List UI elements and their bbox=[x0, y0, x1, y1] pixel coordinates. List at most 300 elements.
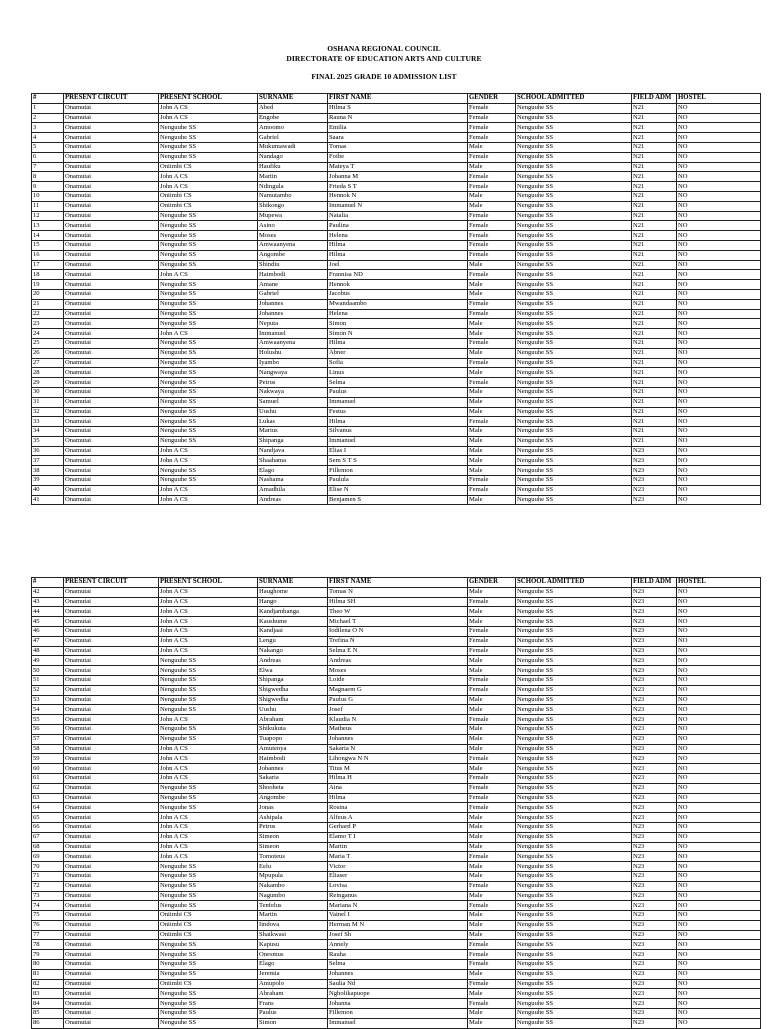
row-number: 54 bbox=[32, 705, 64, 715]
col-present-school: PRESENT SCHOOL bbox=[159, 94, 258, 104]
field-adm-cell: N21 bbox=[632, 152, 677, 162]
row-number: 3 bbox=[32, 123, 64, 133]
present-school-cell: Nenguuhe SS bbox=[159, 734, 258, 744]
first-name-cell: Matheus bbox=[328, 724, 468, 734]
row-number: 38 bbox=[32, 466, 64, 476]
school-admitted-cell: Nenguuhe SS bbox=[516, 368, 632, 378]
gender-cell: Female bbox=[468, 309, 516, 319]
present-school-cell: Nenguuhe SS bbox=[159, 378, 258, 388]
present-circuit-cell: Onamutai bbox=[64, 960, 159, 970]
surname-cell: Petrus bbox=[258, 378, 328, 388]
row-number: 20 bbox=[32, 289, 64, 299]
present-circuit-cell: Onamutai bbox=[64, 123, 159, 133]
hostel-cell: NO bbox=[677, 920, 761, 930]
hostel-cell: NO bbox=[677, 626, 761, 636]
table-row bbox=[32, 1018, 761, 1028]
field-adm-cell: N21 bbox=[632, 378, 677, 388]
field-adm-cell: N23 bbox=[632, 881, 677, 891]
hostel-cell: NO bbox=[677, 636, 761, 646]
hostel-cell: NO bbox=[677, 999, 761, 1009]
gender-cell: Male bbox=[468, 446, 516, 456]
school-admitted-cell: Nenguuhe SS bbox=[516, 191, 632, 201]
present-circuit-cell: Onamutai bbox=[64, 309, 159, 319]
present-circuit-cell: Onamutai bbox=[64, 162, 159, 172]
hostel-cell: NO bbox=[677, 675, 761, 685]
table-row bbox=[32, 871, 761, 881]
hostel-cell: NO bbox=[677, 705, 761, 715]
present-school-cell: Nenguuhe SS bbox=[159, 793, 258, 803]
gender-cell: Male bbox=[468, 891, 516, 901]
row-number: 71 bbox=[32, 871, 64, 881]
present-school-cell: John A CS bbox=[159, 754, 258, 764]
first-name-cell: Johannes bbox=[328, 734, 468, 744]
surname-cell: Namutambo bbox=[258, 191, 328, 201]
gender-cell: Male bbox=[468, 348, 516, 358]
hostel-cell: NO bbox=[677, 989, 761, 999]
hostel-cell: NO bbox=[677, 446, 761, 456]
gender-cell: Male bbox=[468, 1018, 516, 1028]
first-name-cell: Hilma bbox=[328, 793, 468, 803]
row-number: 37 bbox=[32, 456, 64, 466]
school-admitted-cell: Nenguuhe SS bbox=[516, 862, 632, 872]
surname-cell: Kandjambanga bbox=[258, 607, 328, 617]
table-row bbox=[32, 901, 761, 911]
school-admitted-cell: Nenguuhe SS bbox=[516, 715, 632, 725]
present-school-cell: Nenguuhe SS bbox=[159, 476, 258, 486]
first-name-cell: Jacobus bbox=[328, 289, 468, 299]
present-school-cell: John A CS bbox=[159, 813, 258, 823]
field-adm-cell: N23 bbox=[632, 705, 677, 715]
present-circuit-cell: Onamutai bbox=[64, 617, 159, 627]
field-adm-cell: N21 bbox=[632, 191, 677, 201]
gender-cell: Female bbox=[468, 685, 516, 695]
table-row bbox=[32, 417, 761, 427]
row-number: 8 bbox=[32, 172, 64, 182]
present-circuit-cell: Onamutai bbox=[64, 764, 159, 774]
surname-cell: Simeon bbox=[258, 842, 328, 852]
field-adm-cell: N21 bbox=[632, 211, 677, 221]
present-circuit-cell: Onamutai bbox=[64, 495, 159, 505]
gender-cell: Male bbox=[468, 427, 516, 437]
surname-cell: Petrus bbox=[258, 822, 328, 832]
school-admitted-cell: Nenguuhe SS bbox=[516, 162, 632, 172]
school-admitted-cell: Nenguuhe SS bbox=[516, 793, 632, 803]
table-row bbox=[32, 666, 761, 676]
present-circuit-cell: Onamutai bbox=[64, 299, 159, 309]
gender-cell: Female bbox=[468, 803, 516, 813]
present-school-cell: Nenguuhe SS bbox=[159, 250, 258, 260]
first-name-cell: Paulus G bbox=[328, 695, 468, 705]
row-number: 69 bbox=[32, 852, 64, 862]
field-adm-cell: N23 bbox=[632, 656, 677, 666]
surname-cell: Angombe bbox=[258, 250, 328, 260]
field-adm-cell: N23 bbox=[632, 999, 677, 1009]
present-circuit-cell: Onamutai bbox=[64, 319, 159, 329]
school-admitted-cell: Nenguuhe SS bbox=[516, 338, 632, 348]
present-school-cell: Nenguuhe SS bbox=[159, 407, 258, 417]
field-adm-cell: N23 bbox=[632, 587, 677, 597]
gender-cell: Female bbox=[468, 378, 516, 388]
admission-table-page-2 bbox=[31, 577, 761, 1029]
hostel-cell: NO bbox=[677, 646, 761, 656]
present-school-cell: Oniimbi CS bbox=[159, 162, 258, 172]
school-admitted-cell: Nenguuhe SS bbox=[516, 842, 632, 852]
present-school-cell: Nenguuhe SS bbox=[159, 436, 258, 446]
row-number: 18 bbox=[32, 270, 64, 280]
surname-cell: Johannes bbox=[258, 764, 328, 774]
gender-cell: Female bbox=[468, 152, 516, 162]
surname-cell: Nandjava bbox=[258, 446, 328, 456]
first-name-cell: Elise N bbox=[328, 485, 468, 495]
hostel-cell: NO bbox=[677, 724, 761, 734]
table-row bbox=[32, 754, 761, 764]
row-number: 51 bbox=[32, 675, 64, 685]
present-school-cell: Nenguuhe SS bbox=[159, 152, 258, 162]
gender-cell: Male bbox=[468, 329, 516, 339]
first-name-cell: Abner bbox=[328, 348, 468, 358]
field-adm-cell: N23 bbox=[632, 803, 677, 813]
gender-cell: Male bbox=[468, 456, 516, 466]
present-school-cell: Nenguuhe SS bbox=[159, 862, 258, 872]
school-admitted-cell: Nenguuhe SS bbox=[516, 319, 632, 329]
present-circuit-cell: Onamutai bbox=[64, 250, 159, 260]
field-adm-cell: N23 bbox=[632, 754, 677, 764]
present-circuit-cell: Onamutai bbox=[64, 587, 159, 597]
table-row bbox=[32, 675, 761, 685]
hostel-cell: NO bbox=[677, 270, 761, 280]
table-row bbox=[32, 822, 761, 832]
table-row bbox=[32, 656, 761, 666]
surname-cell: Samuel bbox=[258, 397, 328, 407]
table-row bbox=[32, 407, 761, 417]
school-admitted-cell: Nenguuhe SS bbox=[516, 436, 632, 446]
first-name-cell: Silvanus bbox=[328, 427, 468, 437]
hostel-cell: NO bbox=[677, 754, 761, 764]
present-circuit-cell: Onamutai bbox=[64, 842, 159, 852]
hostel-cell: NO bbox=[677, 309, 761, 319]
first-name-cell: Reinganus bbox=[328, 891, 468, 901]
row-number: 13 bbox=[32, 221, 64, 231]
gender-cell: Female bbox=[468, 211, 516, 221]
school-admitted-cell: Nenguuhe SS bbox=[516, 201, 632, 211]
hostel-cell: NO bbox=[677, 191, 761, 201]
row-number: 48 bbox=[32, 646, 64, 656]
hostel-cell: NO bbox=[677, 152, 761, 162]
present-circuit-cell: Onamutai bbox=[64, 201, 159, 211]
surname-cell: Nandago bbox=[258, 152, 328, 162]
row-number: 72 bbox=[32, 881, 64, 891]
table-row bbox=[32, 485, 761, 495]
gender-cell: Male bbox=[468, 191, 516, 201]
table-row bbox=[32, 221, 761, 231]
present-circuit-cell: Onamutai bbox=[64, 378, 159, 388]
field-adm-cell: N23 bbox=[632, 813, 677, 823]
surname-cell: Amutenya bbox=[258, 744, 328, 754]
field-adm-cell: N21 bbox=[632, 113, 677, 123]
present-school-cell: John A CS bbox=[159, 456, 258, 466]
present-circuit-cell: Onamutai bbox=[64, 881, 159, 891]
first-name-cell: Selma bbox=[328, 960, 468, 970]
first-name-cell: Festus bbox=[328, 407, 468, 417]
present-school-cell: John A CS bbox=[159, 495, 258, 505]
first-name-cell: Ngholikapuope bbox=[328, 989, 468, 999]
hostel-cell: NO bbox=[677, 793, 761, 803]
field-adm-cell: N21 bbox=[632, 407, 677, 417]
present-school-cell: Nenguuhe SS bbox=[159, 1018, 258, 1028]
row-number: 61 bbox=[32, 773, 64, 783]
table-row bbox=[32, 636, 761, 646]
first-name-cell: Klaudia N bbox=[328, 715, 468, 725]
present-circuit-cell: Onamutai bbox=[64, 270, 159, 280]
hostel-cell: NO bbox=[677, 666, 761, 676]
present-school-cell: Nenguuhe SS bbox=[159, 871, 258, 881]
gender-cell: Female bbox=[468, 172, 516, 182]
gender-cell: Female bbox=[468, 113, 516, 123]
present-school-cell: John A CS bbox=[159, 103, 258, 113]
first-name-cell: Saara bbox=[328, 133, 468, 143]
first-name-cell: Rauna N bbox=[328, 113, 468, 123]
table-row bbox=[32, 329, 761, 339]
table-row bbox=[32, 969, 761, 979]
first-name-cell: Hennok bbox=[328, 280, 468, 290]
present-circuit-cell: Onamutai bbox=[64, 231, 159, 241]
surname-cell: Amupolo bbox=[258, 979, 328, 989]
hostel-cell: NO bbox=[677, 329, 761, 339]
present-circuit-cell: Onamutai bbox=[64, 832, 159, 842]
table-row bbox=[32, 793, 761, 803]
school-admitted-cell: Nenguuhe SS bbox=[516, 221, 632, 231]
field-adm-cell: N23 bbox=[632, 930, 677, 940]
row-number: 81 bbox=[32, 969, 64, 979]
hostel-cell: NO bbox=[677, 485, 761, 495]
surname-cell: Holushu bbox=[258, 348, 328, 358]
surname-cell: Paulus bbox=[258, 1009, 328, 1019]
present-circuit-cell: Onamutai bbox=[64, 783, 159, 793]
present-school-cell: Nenguuhe SS bbox=[159, 240, 258, 250]
row-number: 80 bbox=[32, 960, 64, 970]
present-circuit-cell: Onamutai bbox=[64, 950, 159, 960]
surname-cell: Gabriel bbox=[258, 133, 328, 143]
present-school-cell: John A CS bbox=[159, 607, 258, 617]
field-adm-cell: N21 bbox=[632, 348, 677, 358]
table-row bbox=[32, 626, 761, 636]
present-circuit-cell: Onamutai bbox=[64, 626, 159, 636]
surname-cell: Ashipala bbox=[258, 813, 328, 823]
present-circuit-cell: Onamutai bbox=[64, 920, 159, 930]
hostel-cell: NO bbox=[677, 695, 761, 705]
field-adm-cell: N21 bbox=[632, 397, 677, 407]
first-name-cell: Michael T bbox=[328, 617, 468, 627]
present-school-cell: Nenguuhe SS bbox=[159, 299, 258, 309]
field-adm-cell: N23 bbox=[632, 911, 677, 921]
first-name-cell: Martin bbox=[328, 842, 468, 852]
gender-cell: Female bbox=[468, 299, 516, 309]
field-adm-cell: N23 bbox=[632, 715, 677, 725]
hostel-cell: NO bbox=[677, 822, 761, 832]
gender-cell: Male bbox=[468, 387, 516, 397]
hostel-cell: NO bbox=[677, 773, 761, 783]
school-admitted-cell: Nenguuhe SS bbox=[516, 734, 632, 744]
table-row bbox=[32, 705, 761, 715]
surname-cell: Shipanga bbox=[258, 675, 328, 685]
school-admitted-cell: Nenguuhe SS bbox=[516, 822, 632, 832]
present-circuit-cell: Onamutai bbox=[64, 754, 159, 764]
gender-cell: Male bbox=[468, 822, 516, 832]
field-adm-cell: N23 bbox=[632, 607, 677, 617]
present-circuit-cell: Onamutai bbox=[64, 969, 159, 979]
present-circuit-cell: Onamutai bbox=[64, 260, 159, 270]
col-hostel: HOSTEL bbox=[677, 578, 761, 588]
field-adm-cell: N21 bbox=[632, 358, 677, 368]
field-adm-cell: N23 bbox=[632, 466, 677, 476]
school-admitted-cell: Nenguuhe SS bbox=[516, 358, 632, 368]
gender-cell: Female bbox=[468, 476, 516, 486]
row-number: 4 bbox=[32, 133, 64, 143]
present-school-cell: John A CS bbox=[159, 773, 258, 783]
surname-cell: Moses bbox=[258, 231, 328, 241]
table-row bbox=[32, 446, 761, 456]
row-number: 45 bbox=[32, 617, 64, 627]
surname-cell: Uushu bbox=[258, 705, 328, 715]
gender-cell: Female bbox=[468, 960, 516, 970]
table-row bbox=[32, 852, 761, 862]
gender-cell: Male bbox=[468, 862, 516, 872]
present-school-cell: Nenguuhe SS bbox=[159, 123, 258, 133]
surname-cell: Shigwedha bbox=[258, 695, 328, 705]
gender-cell: Male bbox=[468, 920, 516, 930]
field-adm-cell: N21 bbox=[632, 201, 677, 211]
present-circuit-cell: Onamutai bbox=[64, 999, 159, 1009]
row-number: 46 bbox=[32, 626, 64, 636]
field-adm-cell: N23 bbox=[632, 989, 677, 999]
first-name-cell: Rosina bbox=[328, 803, 468, 813]
col-school-admitted: SCHOOL ADMITTED bbox=[516, 94, 632, 104]
row-number: 2 bbox=[32, 113, 64, 123]
table-row bbox=[32, 715, 761, 725]
field-adm-cell: N23 bbox=[632, 1018, 677, 1028]
present-circuit-cell: Onamutai bbox=[64, 358, 159, 368]
surname-cell: Andreas bbox=[258, 656, 328, 666]
header-row bbox=[32, 94, 761, 104]
first-name-cell: Andreas bbox=[328, 656, 468, 666]
field-adm-cell: N21 bbox=[632, 103, 677, 113]
school-admitted-cell: Nenguuhe SS bbox=[516, 476, 632, 486]
field-adm-cell: N21 bbox=[632, 289, 677, 299]
present-school-cell: John A CS bbox=[159, 852, 258, 862]
school-admitted-cell: Nenguuhe SS bbox=[516, 182, 632, 192]
gender-cell: Male bbox=[468, 911, 516, 921]
present-circuit-cell: Onamutai bbox=[64, 911, 159, 921]
row-number: 30 bbox=[32, 387, 64, 397]
table-row bbox=[32, 891, 761, 901]
present-circuit-cell: Onamutai bbox=[64, 338, 159, 348]
table-row bbox=[32, 764, 761, 774]
surname-cell: Nagumbo bbox=[258, 891, 328, 901]
school-admitted-cell: Nenguuhe SS bbox=[516, 348, 632, 358]
row-number: 36 bbox=[32, 446, 64, 456]
hostel-cell: NO bbox=[677, 495, 761, 505]
row-number: 82 bbox=[32, 979, 64, 989]
school-admitted-cell: Nenguuhe SS bbox=[516, 113, 632, 123]
field-adm-cell: N23 bbox=[632, 842, 677, 852]
surname-cell: Iyambo bbox=[258, 358, 328, 368]
col-surname: SURNAME bbox=[258, 578, 328, 588]
hostel-cell: NO bbox=[677, 881, 761, 891]
school-admitted-cell: Nenguuhe SS bbox=[516, 617, 632, 627]
school-admitted-cell: Nenguuhe SS bbox=[516, 1018, 632, 1028]
surname-cell: Abed bbox=[258, 103, 328, 113]
surname-cell: Mupewa bbox=[258, 211, 328, 221]
present-school-cell: Nenguuhe SS bbox=[159, 666, 258, 676]
council-title: OSHANA REGIONAL COUNCIL bbox=[327, 44, 441, 53]
present-school-cell: John A CS bbox=[159, 587, 258, 597]
gender-cell: Female bbox=[468, 240, 516, 250]
field-adm-cell: N23 bbox=[632, 764, 677, 774]
present-school-cell: Nenguuhe SS bbox=[159, 969, 258, 979]
present-school-cell: Nenguuhe SS bbox=[159, 348, 258, 358]
first-name-cell: Hilma bbox=[328, 250, 468, 260]
table-row bbox=[32, 436, 761, 446]
surname-cell: Amane bbox=[258, 280, 328, 290]
present-circuit-cell: Onamutai bbox=[64, 901, 159, 911]
surname-cell: Shindiu bbox=[258, 260, 328, 270]
field-adm-cell: N23 bbox=[632, 617, 677, 627]
gender-cell: Male bbox=[468, 705, 516, 715]
present-school-cell: John A CS bbox=[159, 113, 258, 123]
field-adm-cell: N21 bbox=[632, 299, 677, 309]
col-surname: SURNAME bbox=[258, 94, 328, 104]
gender-cell: Male bbox=[468, 142, 516, 152]
present-circuit-cell: Onamutai bbox=[64, 891, 159, 901]
hostel-cell: NO bbox=[677, 133, 761, 143]
present-circuit-cell: Onamutai bbox=[64, 387, 159, 397]
present-school-cell: Nenguuhe SS bbox=[159, 783, 258, 793]
present-school-cell: Oniimbi CS bbox=[159, 979, 258, 989]
field-adm-cell: N21 bbox=[632, 162, 677, 172]
hostel-cell: NO bbox=[677, 1018, 761, 1028]
present-circuit-cell: Onamutai bbox=[64, 485, 159, 495]
table-row bbox=[32, 862, 761, 872]
row-number: 62 bbox=[32, 783, 64, 793]
school-admitted-cell: Nenguuhe SS bbox=[516, 813, 632, 823]
surname-cell: Jonas bbox=[258, 803, 328, 813]
present-school-cell: Nenguuhe SS bbox=[159, 427, 258, 437]
present-circuit-cell: Onamutai bbox=[64, 940, 159, 950]
hostel-cell: NO bbox=[677, 832, 761, 842]
school-admitted-cell: Nenguuhe SS bbox=[516, 871, 632, 881]
school-admitted-cell: Nenguuhe SS bbox=[516, 695, 632, 705]
hostel-cell: NO bbox=[677, 417, 761, 427]
row-number: 16 bbox=[32, 250, 64, 260]
present-school-cell: Nenguuhe SS bbox=[159, 940, 258, 950]
present-circuit-cell: Onamutai bbox=[64, 803, 159, 813]
table-row bbox=[32, 783, 761, 793]
school-admitted-cell: Nenguuhe SS bbox=[516, 289, 632, 299]
hostel-cell: NO bbox=[677, 656, 761, 666]
hostel-cell: NO bbox=[677, 813, 761, 823]
surname-cell: Jeremia bbox=[258, 969, 328, 979]
school-admitted-cell: Nenguuhe SS bbox=[516, 960, 632, 970]
table-row bbox=[32, 832, 761, 842]
first-name-cell: Aina bbox=[328, 783, 468, 793]
gender-cell: Male bbox=[468, 832, 516, 842]
field-adm-cell: N23 bbox=[632, 822, 677, 832]
field-adm-cell: N23 bbox=[632, 871, 677, 881]
row-number: 19 bbox=[32, 280, 64, 290]
surname-cell: Haimbodi bbox=[258, 270, 328, 280]
surname-cell: Kapusu bbox=[258, 940, 328, 950]
first-name-cell: Helena bbox=[328, 231, 468, 241]
